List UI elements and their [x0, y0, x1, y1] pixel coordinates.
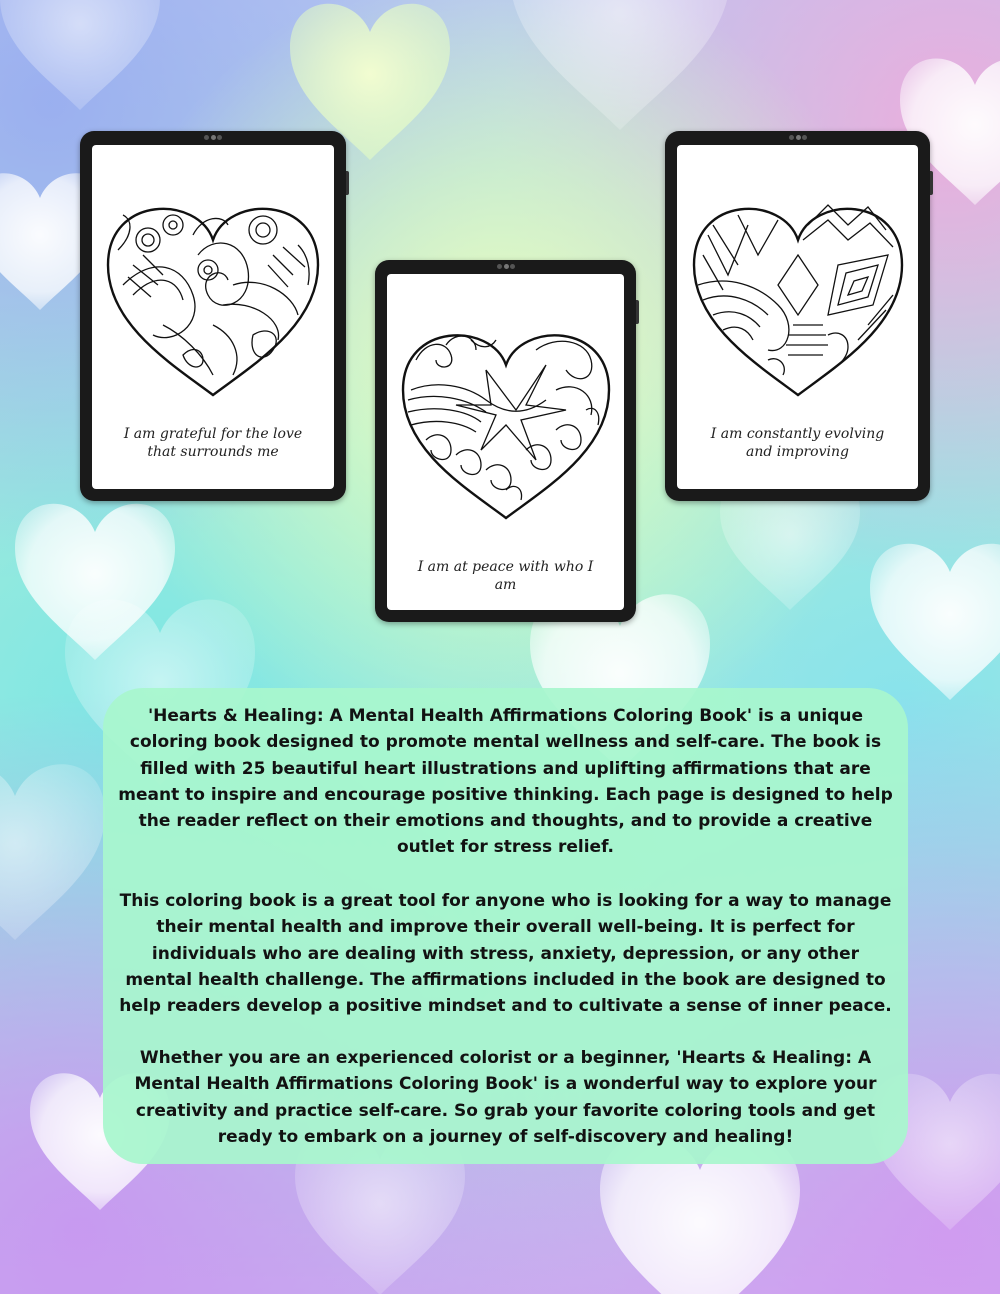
tablet-preview-3: [665, 131, 930, 501]
description-paragraph-3: Whether you are an experienced colorist or a beginner, 'Hearts & Healing: A Mental Health Affirmations Coloring Book' is a wonderful way to explore your creativity and practice self-care. So grab your favorite coloring tools and get ready to embark on a journey of self-discovery and healing!: [134, 1048, 877, 1147]
description-paragraph-2: This coloring book is a great tool for anyone who is looking for a way to manage their mental health and improve their overall well-being. It is perfect for individuals who are dealing with stress, anxiety, depression, or any other mental health challenge. The affirmations included in the book are designed to help readers develop a positive mindset and to cultivate a sense of inner peace.: [119, 891, 892, 1017]
affirmation-text: I am constantly evolving and improving: [710, 426, 885, 460]
tablet-preview-2: [375, 260, 636, 622]
affirmation-text: I am grateful for the love that surrounds me: [123, 426, 303, 460]
camera: [789, 135, 807, 140]
wave-pattern-heart-icon: [401, 322, 611, 522]
affirmation-text: I am at peace with who I am: [417, 559, 594, 593]
description-paragraph-1: 'Hearts & Healing: A Mental Health Affirmations Coloring Book' is a unique coloring book designed to promote mental wellness and self-care. The book is filled with 25 beautiful heart illustrations and uplifting affirmations that are meant to inspire and encourage positive thinking. Each page is designed to help the reader reflect on their emotions and thoughts, and to provide a creative outlet for stress relief.: [118, 706, 893, 858]
camera: [497, 264, 515, 269]
tablet-screen: [92, 145, 334, 489]
tablet-screen: [387, 274, 624, 610]
description-box: [103, 688, 908, 1164]
tablet-screen: [677, 145, 918, 489]
mandala-heart-icon: [106, 195, 320, 400]
tablet-preview-1: [80, 131, 346, 501]
camera: [204, 135, 222, 140]
geometric-heart-icon: [692, 195, 904, 400]
